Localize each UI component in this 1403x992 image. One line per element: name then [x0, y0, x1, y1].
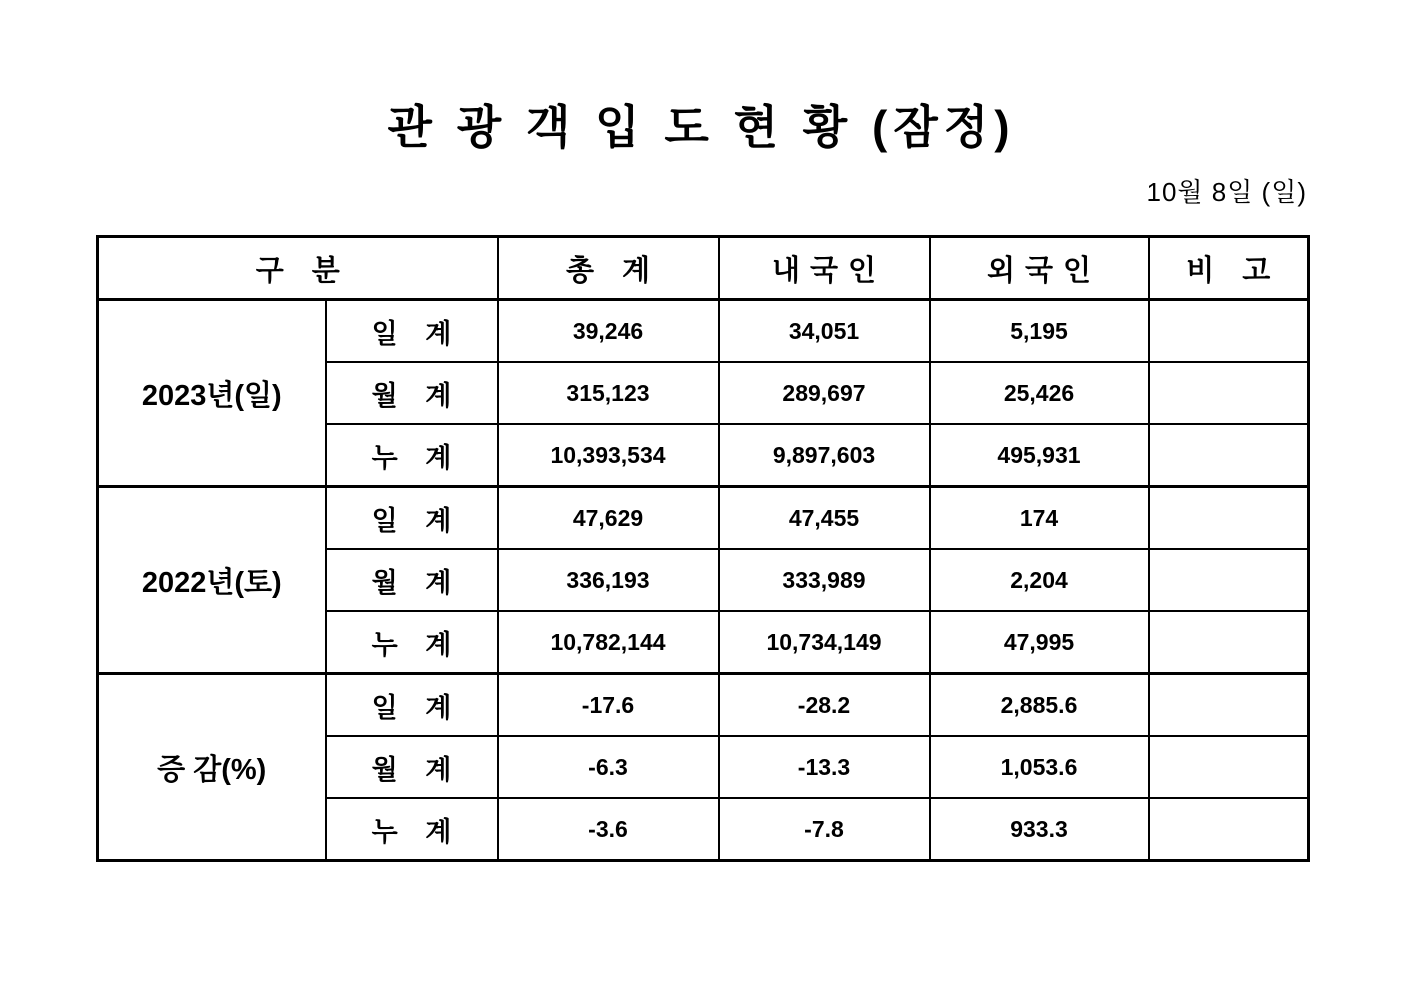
cell-foreign: 495,931	[930, 424, 1149, 487]
report-table-wrapper	[96, 209, 1307, 862]
cell-note	[1149, 300, 1309, 363]
tourist-arrivals-table	[96, 235, 1310, 862]
cell-total: 10,393,534	[498, 424, 719, 487]
table-header-row	[98, 237, 1309, 300]
row-group-label-change: 증 감(%)	[98, 674, 326, 861]
cell-total: 39,246	[498, 300, 719, 363]
cell-domestic: -28.2	[719, 674, 930, 737]
column-header-note: 비 고	[1149, 237, 1309, 300]
row-group-label-2022: 2022년(토)	[98, 487, 326, 674]
cell-note	[1149, 736, 1309, 798]
column-header-group: 구 분	[98, 237, 498, 300]
cell-total: 47,629	[498, 487, 719, 550]
report-date: 10월 8일 (일)	[1146, 177, 1307, 207]
cell-domestic: -13.3	[719, 736, 930, 798]
cell-note	[1149, 798, 1309, 861]
cell-total: -17.6	[498, 674, 719, 737]
row-sub-label: 월 계	[326, 362, 498, 424]
cell-note	[1149, 487, 1309, 550]
cell-foreign: 5,195	[930, 300, 1149, 363]
cell-domestic: -7.8	[719, 798, 930, 861]
cell-total: -6.3	[498, 736, 719, 798]
row-sub-label: 누 계	[326, 424, 498, 487]
cell-domestic: 10,734,149	[719, 611, 930, 674]
cell-note	[1149, 424, 1309, 487]
cell-domestic: 47,455	[719, 487, 930, 550]
cell-note	[1149, 549, 1309, 611]
cell-domestic: 333,989	[719, 549, 930, 611]
row-sub-label: 누 계	[326, 798, 498, 861]
table-body	[98, 300, 1309, 861]
table-row	[98, 300, 1309, 363]
cell-foreign: 2,885.6	[930, 674, 1149, 737]
cell-foreign: 933.3	[930, 798, 1149, 861]
table-row	[98, 674, 1309, 737]
cell-total: 315,123	[498, 362, 719, 424]
column-header-domestic: 내국인	[719, 237, 930, 300]
row-sub-label: 일 계	[326, 487, 498, 550]
cell-note	[1149, 362, 1309, 424]
cell-domestic: 34,051	[719, 300, 930, 363]
cell-foreign: 1,053.6	[930, 736, 1149, 798]
cell-total: 336,193	[498, 549, 719, 611]
cell-foreign: 174	[930, 487, 1149, 550]
cell-domestic: 9,897,603	[719, 424, 930, 487]
cell-total: -3.6	[498, 798, 719, 861]
cell-total: 10,782,144	[498, 611, 719, 674]
row-sub-label: 누 계	[326, 611, 498, 674]
cell-foreign: 2,204	[930, 549, 1149, 611]
row-sub-label: 일 계	[326, 674, 498, 737]
row-sub-label: 월 계	[326, 736, 498, 798]
cell-note	[1149, 611, 1309, 674]
cell-note	[1149, 674, 1309, 737]
cell-domestic: 289,697	[719, 362, 930, 424]
cell-foreign: 47,995	[930, 611, 1149, 674]
table-header	[98, 237, 1309, 300]
row-sub-label: 일 계	[326, 300, 498, 363]
page-title: 관 광 객 입 도 현 황 (잠정)	[387, 101, 1016, 153]
row-group-label-2023: 2023년(일)	[98, 300, 326, 487]
table-row	[98, 487, 1309, 550]
row-sub-label: 월 계	[326, 549, 498, 611]
column-header-foreign: 외국인	[930, 237, 1149, 300]
cell-foreign: 25,426	[930, 362, 1149, 424]
column-header-total: 총 계	[498, 237, 719, 300]
